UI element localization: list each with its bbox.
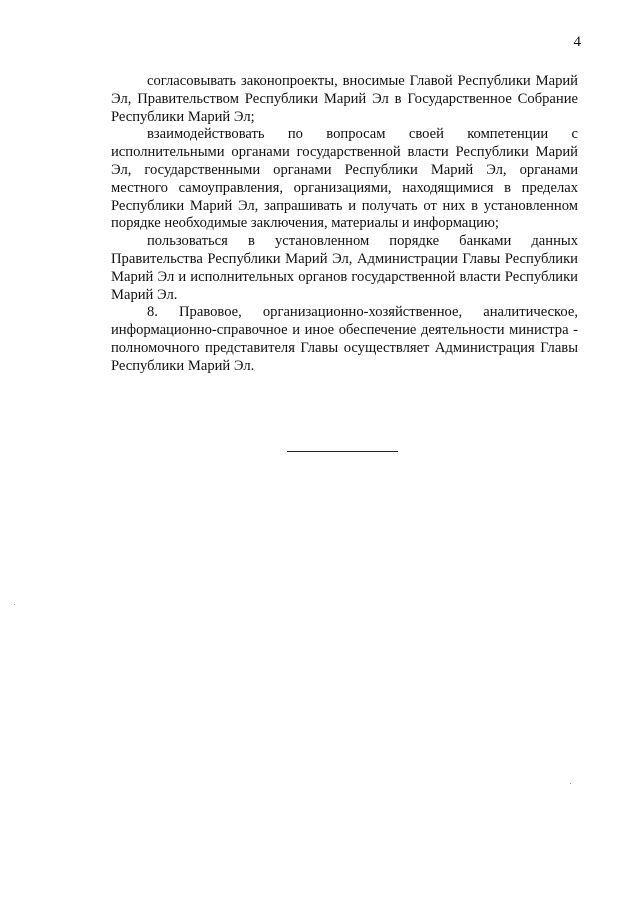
paragraph-item-8-support: 8. Правовое, организационно-хозяйственное, аналитическое, информационно-справочное и иное обеспечение деятельности министра - полномочного представителя Главы осуществляет Администрация Главы Республики Марий Эл.	[111, 304, 578, 374]
end-of-text-rule	[287, 451, 398, 452]
document-body	[111, 73, 578, 376]
paragraph-approve-bills: согласовывать законопроекты, вносимые Главой Республики Марий Эл, Правительством Республики Марий Эл в Государственное Собрание Республики Марий Эл;	[111, 73, 578, 125]
scan-speck	[14, 604, 15, 605]
scan-speck	[570, 783, 571, 784]
page-number: 4	[573, 34, 581, 50]
paragraph-use-databases: пользоваться в установленном порядке банками данных Правительства Республики Марий Эл, Администрации Главы Республики Марий Эл и исполнительных органов государственной власти Республики Марий Эл.	[111, 233, 578, 303]
paragraph-interact-authorities: взаимодействовать по вопросам своей компетенции с исполнительными органами государственной власти Республики Марий Эл, государственными органами Республики Марий Эл, органами местного самоуправления, организациями, находящимися в пределах Республики Марий Эл, запрашивать и получать от них в установленном порядке необходимые заключения, материалы и информацию;	[111, 126, 578, 232]
